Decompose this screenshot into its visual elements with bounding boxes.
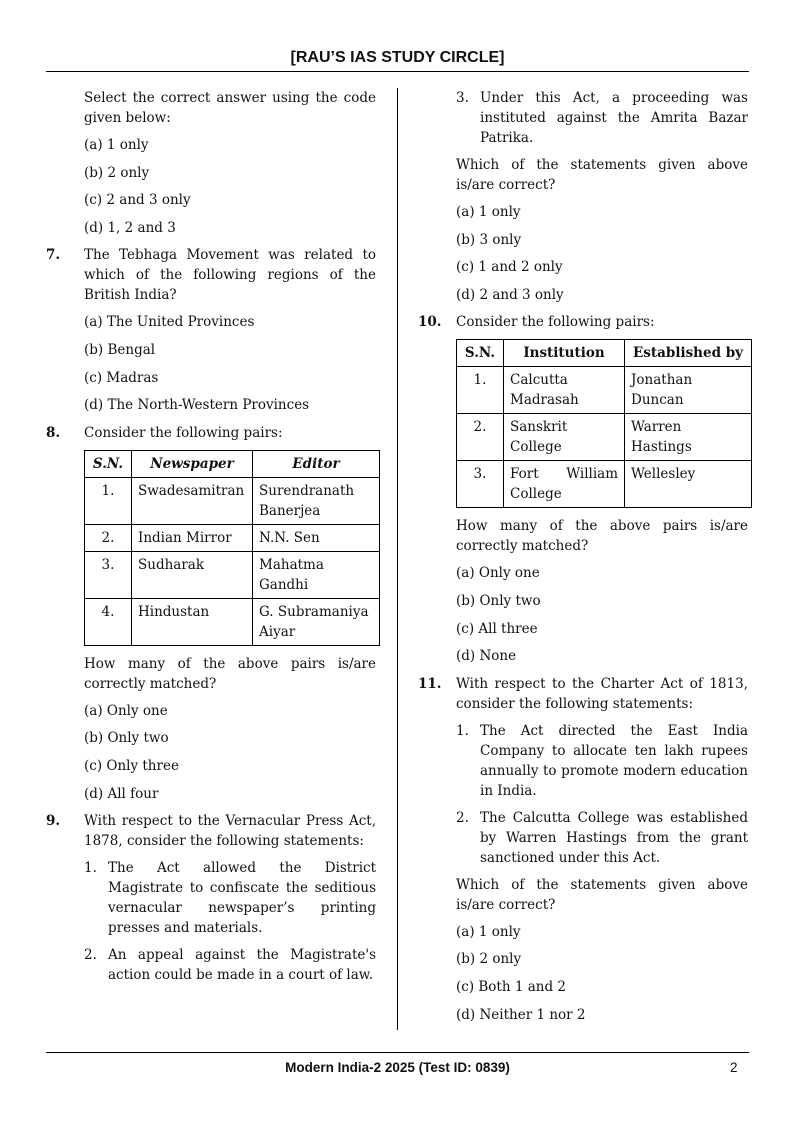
question-text: Select the correct answer using the code given below: [84, 90, 376, 126]
option-b: (b) 2 only [456, 951, 522, 968]
statement-number: 2. [456, 809, 469, 826]
table-cell: G. Subramaniya Aiyar [253, 598, 380, 645]
table-header-row [85, 450, 380, 477]
table-cell: Indian Mirror [132, 524, 253, 551]
table-cell: Swadesamitran [132, 477, 253, 524]
option-a: (a) 1 only [456, 923, 521, 940]
pairs-table [456, 339, 752, 508]
table-cell: N.N. Sen [253, 524, 380, 551]
question-8 [46, 423, 376, 804]
left-column [46, 88, 376, 992]
table-row [85, 477, 380, 524]
question-prompt: Which of the statements given above is/are correct? [456, 157, 748, 193]
column-header: Newspaper [132, 450, 253, 477]
question-7 [46, 245, 376, 415]
statement-text: Under this Act, a proceeding was instituted against the Amrita Bazar Patrika. [480, 90, 748, 146]
option-b: (b) Bengal [84, 341, 156, 358]
option-d: (d) 1, 2 and 3 [84, 219, 176, 236]
table-cell: 2. [457, 414, 504, 461]
option-b: (b) 2 only [84, 164, 150, 181]
table-cell: 2. [85, 524, 132, 551]
table-cell: Hindustan [132, 598, 253, 645]
statement-number: 3. [456, 90, 469, 106]
column-divider [397, 88, 398, 1030]
statement-text: The Act directed the East India Company to allocate ten lakh rupees annually to promote modern education in India. [480, 722, 748, 799]
column-header: S.N. [85, 450, 132, 477]
option-d: (d) None [456, 648, 517, 665]
question-number: 10. [418, 314, 442, 331]
question-number: 9. [46, 813, 61, 830]
question-text: With respect to the Charter Act of 1813, consider the following statements: [456, 675, 748, 712]
option-c: (c) Madras [84, 369, 159, 386]
question-9-continued [418, 88, 748, 305]
question-text: The Tebhaga Movement was related to which of the following regions of the British India? [84, 247, 376, 304]
table-cell: Jonathan Duncan [625, 367, 752, 414]
table-cell: 1. [85, 477, 132, 524]
option-b: (b) Only two [84, 730, 169, 747]
page-number: 2 [730, 1060, 738, 1075]
table-cell: Surendranath Banerjea [253, 477, 380, 524]
statement-text: An appeal against the Magistrate's action could be made in a court of law. [108, 947, 376, 984]
table-cell: 3. [457, 461, 504, 508]
table-cell: Wellesley [625, 461, 752, 508]
option-c: (c) All three [456, 620, 538, 637]
table-row [457, 414, 752, 461]
option-d: (d) 2 and 3 only [456, 286, 564, 303]
page-footer: Modern India-2 2025 (Test ID: 0839) [285, 1060, 510, 1075]
question-text: Consider the following pairs: [456, 314, 655, 331]
statement-3 [456, 88, 748, 148]
table-row [457, 461, 752, 508]
statement-number: 1. [84, 860, 97, 877]
option-d: (d) The North-Western Provinces [84, 397, 310, 414]
statement-1 [84, 858, 376, 938]
column-header: Institution [504, 340, 625, 367]
question-number: 7. [46, 247, 61, 264]
option-c: (c) 1 and 2 only [456, 259, 563, 276]
question-text: Consider the following pairs: [84, 424, 283, 441]
column-header: Editor [253, 450, 380, 477]
option-a: (a) 1 only [456, 204, 521, 220]
question-text: With respect to the Vernacular Press Act, 1878, consider the following statements: [84, 813, 376, 850]
question-number: 8. [46, 424, 61, 441]
option-b: (b) Only two [456, 592, 541, 609]
statement-text: The Act allowed the District Magistrate to confiscate the seditious vernacular newspaper’s printing presses and materials. [108, 860, 376, 937]
table-cell: 4. [85, 598, 132, 645]
table-cell: Calcutta Madrasah [504, 367, 625, 414]
option-a: (a) Only one [456, 565, 540, 582]
table-header-row [457, 340, 752, 367]
footer-rule [46, 1052, 749, 1053]
question-11 [418, 674, 748, 1025]
question-9 [46, 811, 376, 985]
option-a: (a) The United Provinces [84, 314, 255, 331]
question-prompt: Which of the statements given above is/are correct? [456, 876, 748, 913]
table-cell: Warren Hastings [625, 414, 752, 461]
option-c: (c) Both 1 and 2 [456, 978, 566, 995]
option-b: (b) 3 only [456, 231, 522, 248]
pairs-table [84, 450, 380, 646]
option-c: (c) 2 and 3 only [84, 192, 191, 209]
statement-1 [456, 721, 748, 801]
page-header: [RAU’S IAS STUDY CIRCLE] [290, 49, 505, 66]
table-row [85, 524, 380, 551]
header-rule [46, 71, 749, 72]
question-prompt: How many of the above pairs is/are correctly matched? [456, 518, 748, 555]
question-prompt: How many of the above pairs is/are correctly matched? [84, 655, 376, 692]
question-10 [418, 312, 748, 666]
table-row [85, 598, 380, 645]
table-cell: 3. [85, 551, 132, 598]
option-d: (d) All four [84, 785, 159, 802]
statement-number: 1. [456, 722, 469, 739]
table-cell: Sanskrit College [504, 414, 625, 461]
question-6-tail [46, 88, 376, 238]
table-cell: Mahatma Gandhi [253, 551, 380, 598]
option-c: (c) Only three [84, 757, 179, 774]
statement-2 [456, 808, 748, 868]
table-cell: 1. [457, 367, 504, 414]
table-row [457, 367, 752, 414]
statement-text: The Calcutta College was established by Warren Hastings from the grant sanctioned under this Act. [480, 809, 748, 866]
option-d: (d) Neither 1 nor 2 [456, 1006, 586, 1023]
question-number: 11. [418, 675, 442, 692]
statement-number: 2. [84, 947, 97, 964]
option-a: (a) Only one [84, 702, 168, 719]
column-header: S.N. [457, 340, 504, 367]
table-row [85, 551, 380, 598]
table-cell: Fort William College [504, 461, 625, 508]
option-a: (a) 1 only [84, 137, 149, 153]
table-cell: Sudharak [132, 551, 253, 598]
right-column [418, 88, 748, 1032]
statement-2 [84, 945, 376, 985]
column-header: Established by [625, 340, 752, 367]
